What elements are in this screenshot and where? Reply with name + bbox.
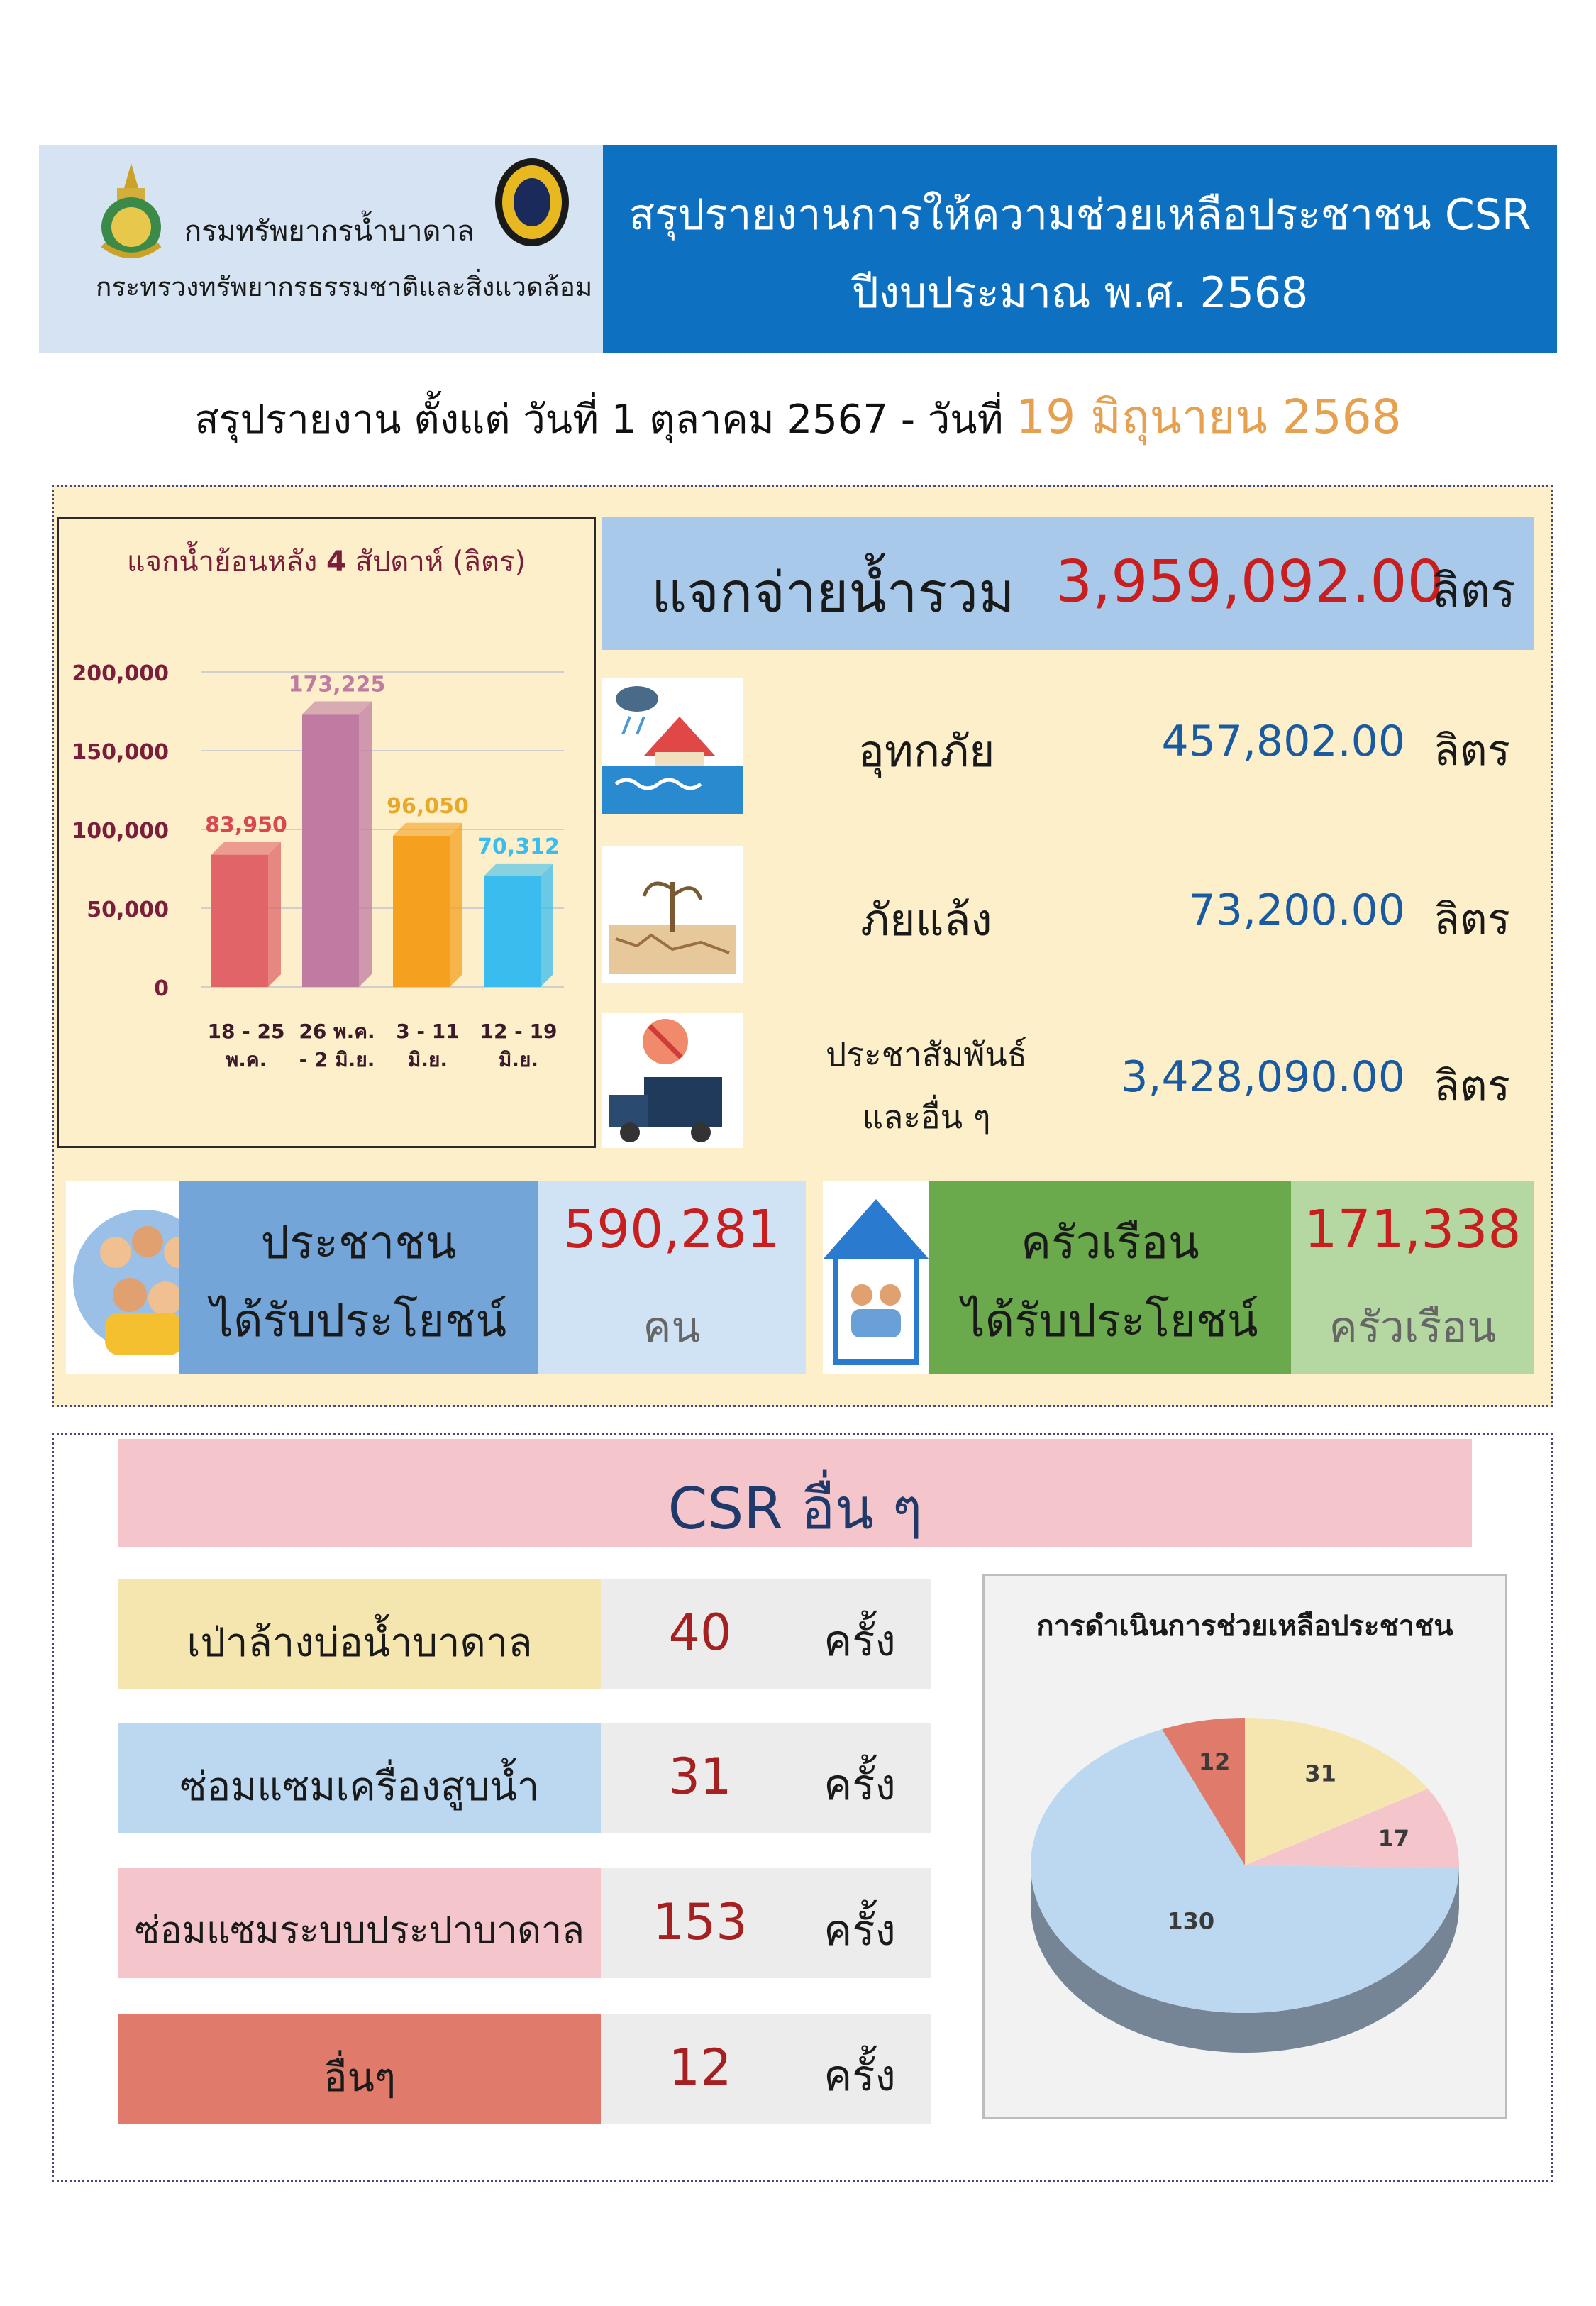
flood-label-box bbox=[746, 678, 1107, 814]
total-water-value: 3,959,092.00 bbox=[1055, 548, 1444, 616]
csr-row-label-box bbox=[118, 1868, 601, 1978]
pie-chart bbox=[985, 1576, 1505, 2117]
csr-row-label: ซ่อมแซมเครื่องสูบน้ำ bbox=[179, 1764, 540, 1810]
csr-row-unit: ครั้ง bbox=[824, 1906, 896, 1955]
csr-row-unit: ครั้ง bbox=[824, 2051, 896, 2101]
household-label-line1: ครัวเรือน bbox=[1021, 1217, 1199, 1269]
water-truck-icon bbox=[602, 1013, 743, 1148]
csr-row-label: เป่าล้างบ่อน้ำบาดาล bbox=[187, 1620, 533, 1666]
flood-value: 457,802.00 bbox=[1161, 717, 1405, 766]
pie-slice-label: 31 bbox=[1304, 1760, 1336, 1787]
household-value-box bbox=[1291, 1181, 1534, 1374]
pie-slice-label: 130 bbox=[1167, 1907, 1215, 1935]
csr-row bbox=[118, 1868, 931, 1978]
ministry-name: กระทรวงทรัพยากรธรรมชาติและสิ่งแวดล้อม bbox=[96, 272, 593, 302]
bar bbox=[302, 701, 372, 987]
people-benefit-card bbox=[66, 1181, 806, 1374]
x-tick-label: มิ.ย. bbox=[498, 1048, 539, 1071]
csr-row-label: อื่นๆ bbox=[323, 2055, 396, 2101]
category-row-flood bbox=[602, 678, 1534, 814]
chart-title-weeks: 4 bbox=[326, 546, 346, 578]
report-period bbox=[0, 380, 1596, 454]
pr-label-line1: ประชาสัมพันธ์ bbox=[826, 1035, 1027, 1074]
org-name: กรมทรัพยากรน้ำบาดาล bbox=[184, 215, 475, 248]
house-icon bbox=[823, 1181, 929, 1374]
flood-value-box bbox=[1107, 678, 1534, 814]
csr-row-value-box bbox=[601, 1868, 931, 1978]
chart-title-suffix: สัปดาห์ (ลิตร) bbox=[355, 546, 526, 578]
csr-row-label-box bbox=[118, 2014, 601, 2124]
people-label-line2: ได้รับประโยชน์ bbox=[210, 1295, 507, 1347]
report-title: สรุปรายงานการให้ความช่วยเหลือประชาชน CSR bbox=[628, 190, 1531, 240]
csr-row-value-box bbox=[601, 1723, 931, 1833]
people-value: 590,281 bbox=[563, 1199, 780, 1260]
y-tick-label: 100,000 bbox=[72, 819, 169, 844]
y-tick-label: 200,000 bbox=[72, 661, 169, 686]
csr-row-unit: ครั้ง bbox=[824, 1760, 896, 1810]
ministry-seal-icon bbox=[493, 156, 571, 248]
csr-row bbox=[118, 2014, 931, 2124]
x-tick-label: 26 พ.ค. bbox=[299, 1020, 375, 1043]
pr-unit: ลิตร bbox=[1434, 1061, 1510, 1111]
drought-value-box bbox=[1107, 846, 1534, 983]
csr-row-value: 12 bbox=[668, 2039, 732, 2097]
csr-row-unit: ครั้ง bbox=[824, 1616, 896, 1666]
x-tick-label: 3 - 11 bbox=[396, 1020, 460, 1043]
drought-icon bbox=[602, 846, 743, 983]
csr-row-value-box bbox=[601, 2014, 931, 2124]
csr-row-label: ซ่อมแซมระบบประปาบาดาล bbox=[135, 1909, 584, 1952]
csr-row-value: 31 bbox=[668, 1748, 732, 1806]
drought-unit: ลิตร bbox=[1434, 895, 1510, 944]
category-row-drought bbox=[602, 846, 1534, 983]
header-title-panel bbox=[603, 145, 1557, 353]
csr-other-header bbox=[118, 1439, 1472, 1547]
pie-slice-label: 17 bbox=[1378, 1824, 1410, 1852]
y-tick-label: 150,000 bbox=[72, 740, 169, 765]
weekly-water-chart bbox=[57, 517, 596, 1148]
pie-chart-title: การดำเนินการช่วยเหลือประชาชน bbox=[1036, 1610, 1453, 1643]
total-water-panel bbox=[602, 517, 1534, 650]
pr-value-box bbox=[1107, 1013, 1534, 1148]
chart-title-prefix: แจกน้ำย้อนหลัง bbox=[126, 546, 318, 578]
dgr-logo-icon bbox=[89, 160, 174, 266]
people-label-box bbox=[179, 1181, 538, 1374]
pie-slice-label: 12 bbox=[1198, 1748, 1231, 1776]
category-row-pr bbox=[602, 1013, 1534, 1148]
bar bbox=[211, 842, 281, 987]
household-label-line2: ได้รับประโยชน์ bbox=[962, 1295, 1258, 1347]
people-value-box bbox=[538, 1181, 806, 1374]
pr-label-box bbox=[746, 1013, 1107, 1148]
bar-value-label: 70,312 bbox=[477, 834, 560, 859]
bar-value-label: 173,225 bbox=[288, 672, 386, 697]
flood-unit: ลิตร bbox=[1434, 726, 1510, 776]
csr-other-heading: CSR อื่น ๆ bbox=[667, 1476, 923, 1542]
csr-row bbox=[118, 1723, 931, 1833]
report-period-prefix: สรุปรายงาน ตั้งแต่ วันที่ 1 ตุลาคม 2567 - วันที่ bbox=[194, 397, 1004, 443]
csr-row-value: 153 bbox=[653, 1893, 748, 1951]
household-unit: ครัวเรือน bbox=[1329, 1303, 1497, 1352]
total-water-label: แจกจ่ายน้ำรวม bbox=[651, 561, 1015, 625]
pr-value: 3,428,090.00 bbox=[1121, 1052, 1405, 1102]
csr-row-label-box bbox=[118, 1579, 601, 1689]
drought-label: ภัยแล้ง bbox=[860, 894, 992, 946]
people-unit: คน bbox=[643, 1303, 701, 1352]
x-tick-label: - 2 มิ.ย. bbox=[299, 1048, 375, 1071]
x-tick-label: มิ.ย. bbox=[407, 1048, 448, 1071]
y-tick-label: 50,000 bbox=[87, 898, 169, 922]
bar bbox=[484, 864, 553, 987]
bar bbox=[393, 823, 462, 987]
report-end-date: 19 มิถุนายน 2568 bbox=[1016, 390, 1402, 444]
flood-label: อุทกภัย bbox=[858, 725, 995, 777]
total-water-unit: ลิตร bbox=[1431, 563, 1516, 618]
people-group-icon bbox=[66, 1181, 179, 1374]
flood-icon bbox=[602, 678, 743, 814]
pr-label-line2: และอื่น ๆ bbox=[862, 1098, 991, 1136]
y-tick-label: 0 bbox=[154, 976, 169, 1001]
csr-row-label-box bbox=[118, 1723, 601, 1833]
csr-row-value: 40 bbox=[668, 1604, 732, 1662]
household-value: 171,338 bbox=[1304, 1199, 1522, 1260]
header-logo-panel bbox=[39, 145, 603, 353]
x-tick-label: 12 - 19 bbox=[480, 1020, 558, 1043]
people-label-line1: ประชาชน bbox=[260, 1217, 457, 1269]
csr-row-value-box bbox=[601, 1579, 931, 1689]
bar-chart bbox=[59, 519, 594, 1146]
drought-value: 73,200.00 bbox=[1188, 886, 1405, 935]
x-tick-label: พ.ค. bbox=[225, 1048, 267, 1071]
household-label-box bbox=[929, 1181, 1291, 1374]
x-tick-label: 18 - 25 bbox=[207, 1020, 285, 1043]
pie-chart-panel bbox=[982, 1574, 1507, 2119]
drought-label-box bbox=[746, 846, 1107, 983]
bar-value-label: 96,050 bbox=[387, 793, 469, 819]
csr-row bbox=[118, 1579, 931, 1689]
bar-value-label: 83,950 bbox=[205, 812, 287, 838]
fiscal-year: ปีงบประมาณ พ.ศ. 2568 bbox=[851, 268, 1309, 318]
household-benefit-card bbox=[823, 1181, 1534, 1374]
